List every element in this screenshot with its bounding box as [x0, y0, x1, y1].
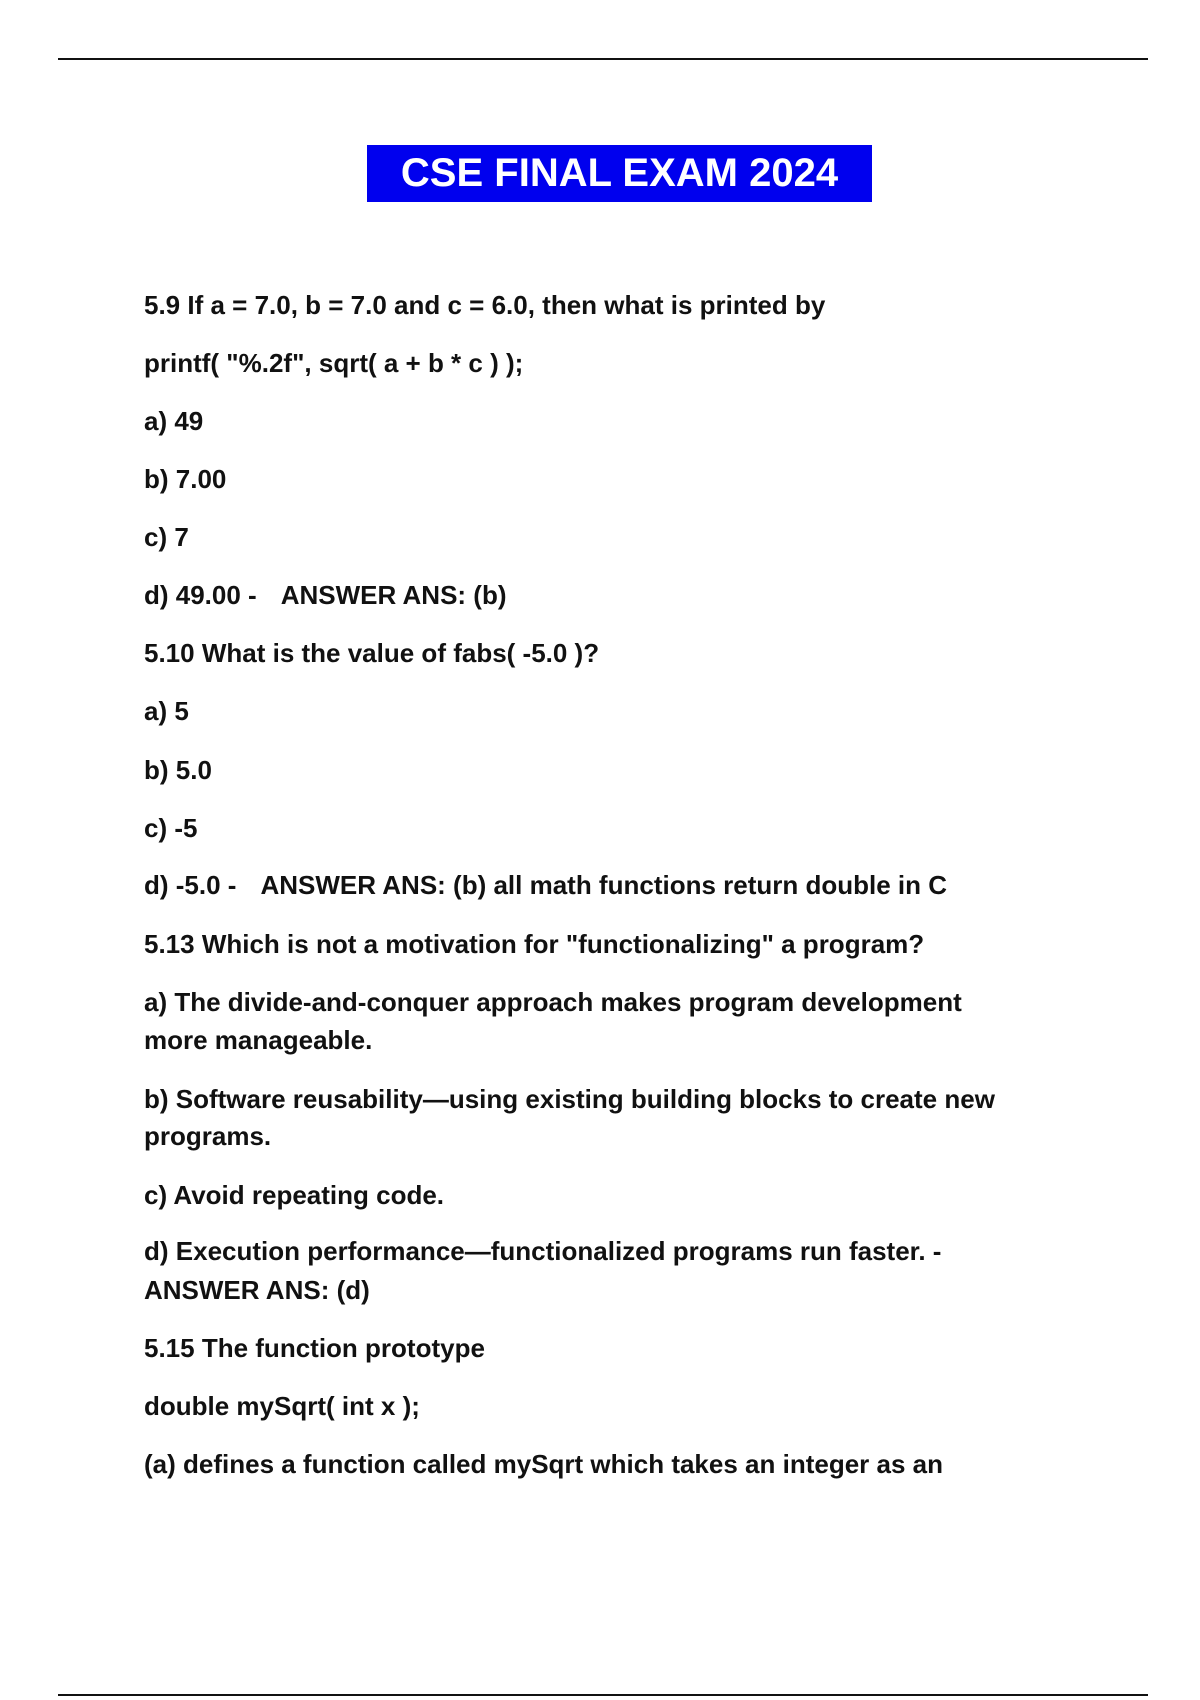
- option-continued: programs.: [144, 1121, 272, 1151]
- option-with-answer: [144, 576, 507, 614]
- question-text: 5.15 The function prototype: [144, 1333, 485, 1363]
- answer: ANSWER ANS: (b): [280, 580, 507, 610]
- option: d) 49.00 -: [144, 580, 257, 610]
- option: d) -5.0 -: [144, 870, 237, 900]
- option: b) 7.00: [144, 464, 227, 494]
- option: (a) defines a function called mySqrt which takes an integer as an: [144, 1449, 943, 1479]
- question-text: 5.9 If a = 7.0, b = 7.0 and c = 6.0, then what is printed by: [144, 290, 826, 320]
- option: c) Avoid repeating code.: [144, 1180, 445, 1210]
- option: b) Software reusability—using existing building blocks to create new: [144, 1084, 995, 1114]
- option: a) 5: [144, 696, 189, 726]
- question-text: 5.10 What is the value of fabs( -5.0 )?: [144, 638, 600, 668]
- option: a) The divide-and-conquer approach makes program development: [144, 987, 962, 1017]
- option: b) 5.0: [144, 755, 212, 785]
- option: c) -5: [144, 813, 198, 843]
- option: a) 49: [144, 406, 204, 436]
- answer: ANSWER ANS: (b) all math functions return double in C: [260, 870, 948, 900]
- top-rule: [58, 58, 1148, 60]
- option: d) Execution performance—functionalized programs run faster. -: [144, 1236, 942, 1266]
- question-text: 5.13 Which is not a motivation for "functionalizing" a program?: [144, 929, 925, 959]
- option-continued: more manageable.: [144, 1025, 373, 1055]
- bottom-rule: [58, 1694, 1148, 1696]
- option-with-answer: [144, 866, 947, 904]
- page-title: CSE FINAL EXAM 2024: [367, 145, 872, 202]
- answer: ANSWER ANS: (d): [144, 1275, 370, 1305]
- question-code: printf( "%.2f", sqrt( a + b * c ) );: [144, 348, 524, 378]
- question-code: double mySqrt( int x );: [144, 1391, 420, 1421]
- option: c) 7: [144, 522, 189, 552]
